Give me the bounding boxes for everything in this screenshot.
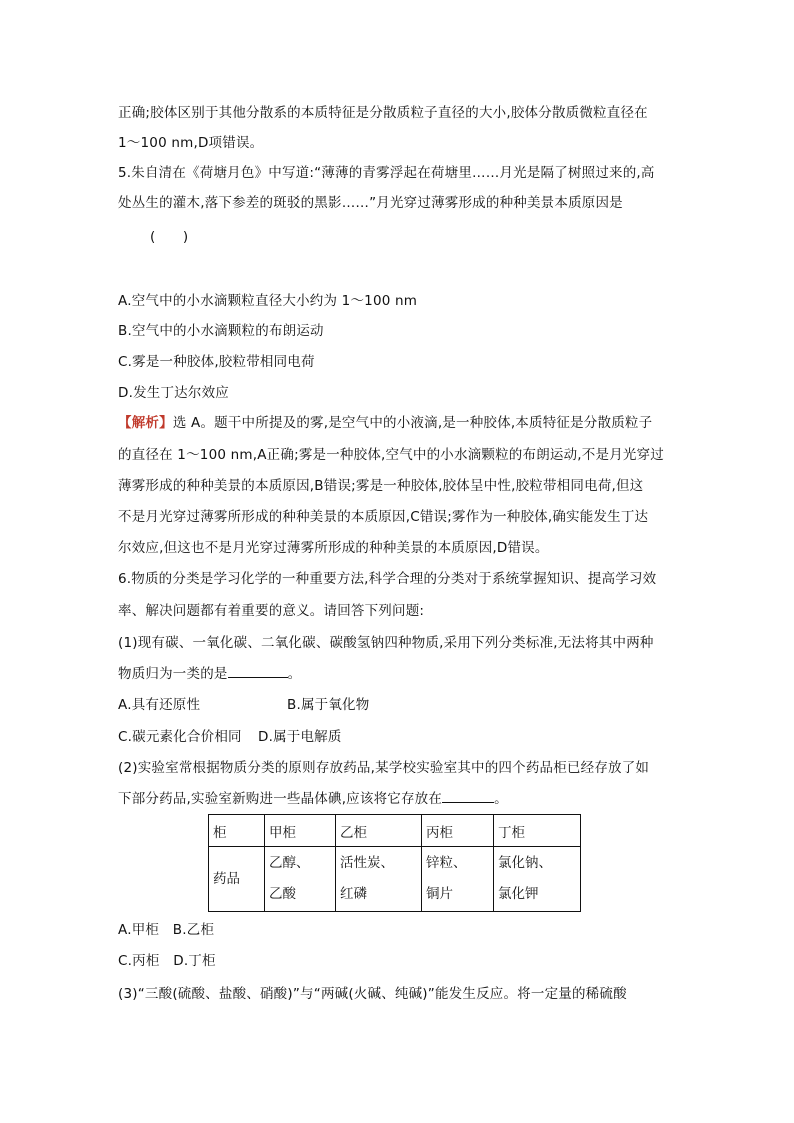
period: 。 bbox=[287, 666, 302, 682]
subquestion-1 bbox=[118, 663, 301, 684]
table-header-cell: 甲柜 bbox=[265, 815, 336, 847]
table-cell bbox=[494, 847, 581, 912]
cell-line: 氯化钠、 bbox=[498, 855, 552, 871]
period: 。 bbox=[494, 791, 508, 807]
question-5-stem: 5.朱自清在《荷塘月色》中写道:“薄薄的青雾浮起在荷塘里……月光是隔了树照过来的,高 bbox=[118, 165, 655, 181]
table-row-label: 药品 bbox=[209, 847, 265, 912]
option-a: A.具有还原性 bbox=[118, 697, 201, 713]
answer-blank[interactable] bbox=[442, 788, 494, 803]
cell-line: 活性炭、 bbox=[340, 855, 394, 871]
subquestion-2 bbox=[118, 788, 508, 809]
table-cell bbox=[422, 847, 494, 912]
subquestion-text: 下部分药品,实验室新购进一些晶体碘,应该将它存放在 bbox=[118, 791, 443, 807]
table-header-cell: 丙柜 bbox=[422, 815, 494, 847]
option-cd: C.丙柜 D.丁柜 bbox=[118, 953, 216, 969]
cell-line: 乙醇、 bbox=[269, 855, 310, 871]
analysis-tag: 【解析】 bbox=[118, 415, 173, 431]
analysis-line: 的直径在 1～100 nm,A正确;雾是一种胶体,空气中的小水滴颗粒的布朗运动,不是月光穿过 bbox=[118, 447, 665, 463]
table-cell bbox=[265, 847, 336, 912]
answer-parentheses: ( ) bbox=[150, 229, 189, 245]
table-header-cell: 柜 bbox=[209, 815, 265, 847]
text-line: 正确;胶体区别于其他分散系的本质特征是分散质粒子直径的大小,胶体分散质微粒直径在 bbox=[118, 105, 648, 121]
option-b: B.属于氧化物 bbox=[287, 697, 370, 713]
option-b: B.空气中的小水滴颗粒的布朗运动 bbox=[118, 323, 324, 339]
cell-line: 红磷 bbox=[340, 886, 367, 902]
option-c: C.雾是一种胶体,胶粒带相同电荷 bbox=[118, 354, 315, 370]
question-6-stem: 率、解决问题都有着重要的意义。请回答下列问题: bbox=[118, 603, 425, 619]
table-row bbox=[209, 847, 581, 912]
analysis-line: 尔效应,但这也不是月光穿过薄雾所形成的种种美景的本质原因,D错误。 bbox=[118, 540, 549, 556]
cell-line: 铜片 bbox=[426, 886, 453, 902]
cell-line: 锌粒、 bbox=[426, 855, 467, 871]
analysis-text: 选 A。题干中所提及的雾,是空气中的小液滴,是一种胶体,本质特征是分散质粒子 bbox=[172, 415, 653, 431]
cabinet-table bbox=[208, 814, 581, 912]
option-a: A.空气中的小水滴颗粒直径大小约为 1～100 nm bbox=[118, 293, 418, 309]
option-d: D.属于电解质 bbox=[258, 729, 342, 745]
question-5-stem: 处丛生的灌木,落下参差的斑驳的黑影……”月光穿过薄雾形成的种种美景本质原因是 bbox=[118, 195, 623, 211]
subquestion-2: (2)实验室常根据物质分类的原则存放药品,某学校实验室其中的四个药品柜已经存放了如 bbox=[118, 760, 650, 776]
cell-line: 乙酸 bbox=[269, 886, 296, 902]
analysis-line: 不是月光穿过薄雾所形成的种种美景的本质原因,C错误;雾作为一种胶体,确实能发生丁达 bbox=[118, 509, 649, 525]
answer-blank[interactable] bbox=[228, 663, 288, 678]
table-header-cell: 丁柜 bbox=[494, 815, 581, 847]
subquestion-3: (3)“三酸(硫酸、盐酸、硝酸)”与“两碱(火碱、纯碱)”能发生反应。将一定量的稀硫酸 bbox=[118, 986, 627, 1002]
option-ab: A.甲柜 B.乙柜 bbox=[118, 922, 215, 938]
question-6-stem: 6.物质的分类是学习化学的一种重要方法,科学合理的分类对于系统掌握知识、提高学习效 bbox=[118, 571, 657, 587]
subquestion-1: (1)现有碳、一氧化碳、二氧化碳、碳酸氢钠四种物质,采用下列分类标准,无法将其中两种 bbox=[118, 635, 654, 651]
option-d: D.发生丁达尔效应 bbox=[118, 385, 229, 401]
table-header-row bbox=[209, 815, 581, 847]
table-header-cell: 乙柜 bbox=[336, 815, 422, 847]
analysis-line: 薄雾形成的种种美景的本质原因,B错误;雾是一种胶体,胶体呈中性,胶粒带相同电荷,但这 bbox=[118, 478, 644, 494]
subquestion-text: 物质归为一类的是 bbox=[118, 666, 228, 682]
option-c: C.碳元素化合价相同 bbox=[118, 729, 242, 745]
text-line: 1～100 nm,D项错误。 bbox=[118, 135, 264, 151]
cell-line: 氯化钾 bbox=[498, 886, 539, 902]
table-cell bbox=[336, 847, 422, 912]
analysis-line bbox=[118, 413, 652, 433]
